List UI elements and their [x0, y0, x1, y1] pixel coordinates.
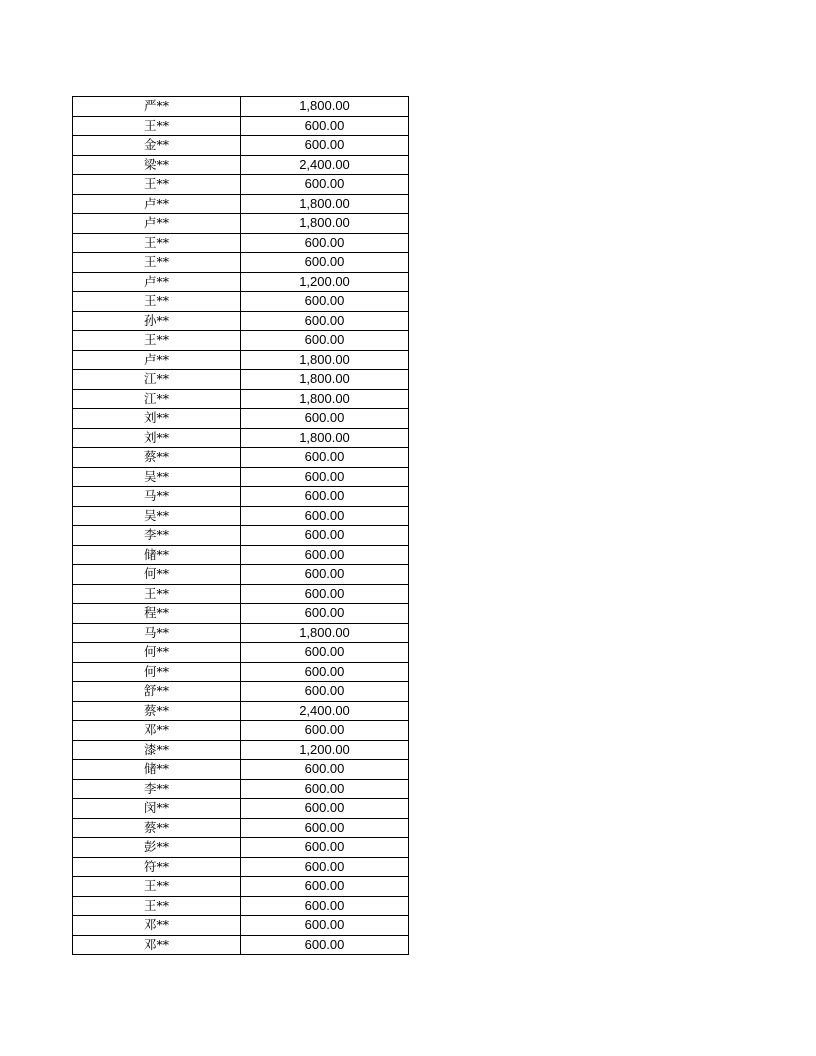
- amount-cell: 600.00: [241, 409, 409, 429]
- table-row: [73, 623, 409, 643]
- table-row: [73, 370, 409, 390]
- table-row: [73, 175, 409, 195]
- name-cell: 王**: [73, 584, 241, 604]
- table-row: [73, 643, 409, 663]
- amount-cell: 600.00: [241, 760, 409, 780]
- table-row: [73, 467, 409, 487]
- name-cell: 王**: [73, 896, 241, 916]
- name-cell: 严**: [73, 97, 241, 117]
- table-row: [73, 779, 409, 799]
- table-row: [73, 311, 409, 331]
- amount-cell: 600.00: [241, 935, 409, 955]
- table-row: [73, 526, 409, 546]
- amount-cell: 600.00: [241, 896, 409, 916]
- amount-cell: 600.00: [241, 175, 409, 195]
- name-cell: 卢**: [73, 214, 241, 234]
- name-cell: 王**: [73, 292, 241, 312]
- table-row: [73, 799, 409, 819]
- table-row: [73, 428, 409, 448]
- table-row: [73, 116, 409, 136]
- table-row: [73, 214, 409, 234]
- name-cell: 江**: [73, 370, 241, 390]
- amount-cell: 1,800.00: [241, 194, 409, 214]
- name-cell: 何**: [73, 643, 241, 663]
- name-cell: 李**: [73, 526, 241, 546]
- payment-table-body: [73, 97, 409, 955]
- amount-cell: 600.00: [241, 721, 409, 741]
- name-cell: 金**: [73, 136, 241, 156]
- name-cell: 何**: [73, 662, 241, 682]
- name-cell: 彭**: [73, 838, 241, 858]
- amount-cell: 600.00: [241, 311, 409, 331]
- table-row: [73, 487, 409, 507]
- table-row: [73, 389, 409, 409]
- amount-cell: 1,800.00: [241, 214, 409, 234]
- amount-cell: 1,800.00: [241, 623, 409, 643]
- table-row: [73, 350, 409, 370]
- amount-cell: 1,800.00: [241, 97, 409, 117]
- amount-cell: 1,800.00: [241, 370, 409, 390]
- table-row: [73, 448, 409, 468]
- amount-cell: 600.00: [241, 506, 409, 526]
- name-cell: 符**: [73, 857, 241, 877]
- table-row: [73, 896, 409, 916]
- amount-cell: 2,400.00: [241, 155, 409, 175]
- table-row: [73, 838, 409, 858]
- name-cell: 王**: [73, 253, 241, 273]
- amount-cell: 600.00: [241, 643, 409, 663]
- amount-cell: 600.00: [241, 331, 409, 351]
- name-cell: 漆**: [73, 740, 241, 760]
- payment-table: [72, 96, 409, 955]
- table-row: [73, 701, 409, 721]
- name-cell: 储**: [73, 545, 241, 565]
- table-row: [73, 506, 409, 526]
- name-cell: 刘**: [73, 428, 241, 448]
- amount-cell: 600.00: [241, 818, 409, 838]
- table-row: [73, 916, 409, 936]
- amount-cell: 600.00: [241, 233, 409, 253]
- table-row: [73, 682, 409, 702]
- name-cell: 邓**: [73, 935, 241, 955]
- amount-cell: 600.00: [241, 448, 409, 468]
- name-cell: 孙**: [73, 311, 241, 331]
- amount-cell: 600.00: [241, 487, 409, 507]
- amount-cell: 600.00: [241, 292, 409, 312]
- name-cell: 王**: [73, 175, 241, 195]
- amount-cell: 1,200.00: [241, 272, 409, 292]
- amount-cell: 600.00: [241, 779, 409, 799]
- table-row: [73, 584, 409, 604]
- amount-cell: 600.00: [241, 584, 409, 604]
- table-row: [73, 155, 409, 175]
- amount-cell: 600.00: [241, 545, 409, 565]
- table-row: [73, 272, 409, 292]
- amount-cell: 600.00: [241, 253, 409, 273]
- amount-cell: 600.00: [241, 838, 409, 858]
- name-cell: 蔡**: [73, 448, 241, 468]
- table-row: [73, 97, 409, 117]
- name-cell: 舒**: [73, 682, 241, 702]
- table-row: [73, 136, 409, 156]
- table-row: [73, 565, 409, 585]
- name-cell: 江**: [73, 389, 241, 409]
- name-cell: 邓**: [73, 916, 241, 936]
- amount-cell: 600.00: [241, 565, 409, 585]
- name-cell: 马**: [73, 487, 241, 507]
- table-row: [73, 818, 409, 838]
- name-cell: 蔡**: [73, 818, 241, 838]
- name-cell: 王**: [73, 331, 241, 351]
- name-cell: 闵**: [73, 799, 241, 819]
- table-row: [73, 721, 409, 741]
- name-cell: 李**: [73, 779, 241, 799]
- name-cell: 蔡**: [73, 701, 241, 721]
- name-cell: 卢**: [73, 272, 241, 292]
- name-cell: 卢**: [73, 350, 241, 370]
- table-row: [73, 604, 409, 624]
- amount-cell: 600.00: [241, 799, 409, 819]
- amount-cell: 1,800.00: [241, 350, 409, 370]
- table-row: [73, 194, 409, 214]
- table-row: [73, 877, 409, 897]
- amount-cell: 600.00: [241, 877, 409, 897]
- name-cell: 王**: [73, 116, 241, 136]
- table-row: [73, 760, 409, 780]
- amount-cell: 600.00: [241, 116, 409, 136]
- amount-cell: 1,200.00: [241, 740, 409, 760]
- name-cell: 何**: [73, 565, 241, 585]
- amount-cell: 1,800.00: [241, 428, 409, 448]
- amount-cell: 600.00: [241, 467, 409, 487]
- amount-cell: 600.00: [241, 526, 409, 546]
- table-row: [73, 233, 409, 253]
- table-row: [73, 662, 409, 682]
- amount-cell: 2,400.00: [241, 701, 409, 721]
- table-row: [73, 545, 409, 565]
- amount-cell: 600.00: [241, 682, 409, 702]
- table-row: [73, 409, 409, 429]
- table-row: [73, 331, 409, 351]
- amount-cell: 600.00: [241, 136, 409, 156]
- table-row: [73, 292, 409, 312]
- name-cell: 马**: [73, 623, 241, 643]
- amount-cell: 1,800.00: [241, 389, 409, 409]
- table-row: [73, 935, 409, 955]
- name-cell: 梁**: [73, 155, 241, 175]
- amount-cell: 600.00: [241, 604, 409, 624]
- name-cell: 储**: [73, 760, 241, 780]
- name-cell: 吴**: [73, 506, 241, 526]
- amount-cell: 600.00: [241, 662, 409, 682]
- amount-cell: 600.00: [241, 916, 409, 936]
- table-row: [73, 740, 409, 760]
- table-row: [73, 857, 409, 877]
- table-row: [73, 253, 409, 273]
- name-cell: 王**: [73, 233, 241, 253]
- name-cell: 王**: [73, 877, 241, 897]
- name-cell: 刘**: [73, 409, 241, 429]
- name-cell: 程**: [73, 604, 241, 624]
- name-cell: 卢**: [73, 194, 241, 214]
- name-cell: 邓**: [73, 721, 241, 741]
- name-cell: 吴**: [73, 467, 241, 487]
- amount-cell: 600.00: [241, 857, 409, 877]
